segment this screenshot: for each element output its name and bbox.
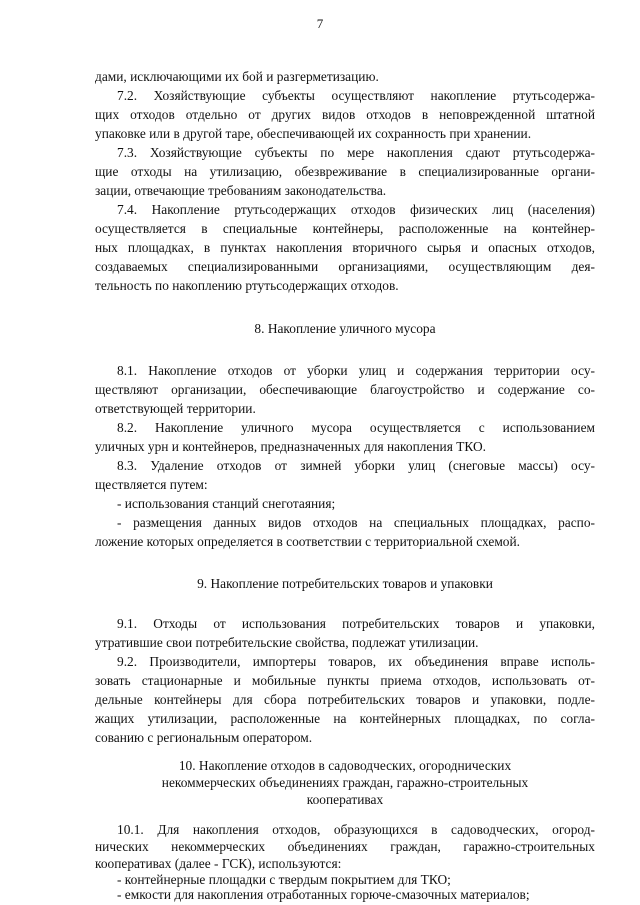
section-heading-10-line-2: некоммерческих объединениях граждан, гаражно-строительных <box>161 775 529 790</box>
section-heading-10: 10. Накопление отходов в садоводческих, огороднических <box>178 758 512 773</box>
list-item: - контейнерные площадки с твердым покрытием для ТКО; <box>117 872 451 887</box>
paragraph-line: уличных урн и контейнеров, предназначенных для накопления ТКО. <box>95 439 487 454</box>
paragraph-line: создаваемых специализированными организациями, осуществляющим дея- <box>95 259 595 274</box>
paragraph-line: ществляют организации, обеспечивающие благоустройство и содержание со- <box>95 382 595 397</box>
paragraph-line: 8.2. Накопление уличного мусора осуществляется с использованием <box>117 420 595 435</box>
paragraph-line: 8.3. Удаление отходов от зимней уборки улиц (снеговые массы) осу- <box>117 458 595 473</box>
paragraph-line: зовать стационарные и мобильные пункты приема отходов, использовать от- <box>95 673 595 688</box>
paragraph-line: жащих утилизации, расположенные на контейнерных площадках, по согла- <box>95 711 595 726</box>
paragraph-line: утратившие свои потребительские свойства, подлежат утилизации. <box>95 635 479 650</box>
paragraph-line: 9.1. Отходы от использования потребительских товаров и упаковки, <box>117 616 595 631</box>
paragraph-line: щие отходы на утилизацию, обезвреживание в специализированные органи- <box>95 164 595 179</box>
list-item: - емкости для накопления отработанных горюче-смазочных материалов; <box>117 887 530 902</box>
paragraph-line: ответствующей территории. <box>95 401 256 416</box>
paragraph-line: щих отходов отдельно от других видов отходов в неповрежденной штатной <box>95 107 595 122</box>
paragraph-line: кооперативах (далее - ГСК), используются: <box>95 856 342 871</box>
paragraph-line: ществляется путем: <box>95 477 208 492</box>
list-item: - использования станций снеготаяния; <box>117 496 336 511</box>
paragraph-line: дами, исключающими их бой и разгерметизацию. <box>95 69 379 84</box>
paragraph-line: ложение которых определяется в соответствии с территориальной схемой. <box>95 534 521 549</box>
paragraph-line: упаковке или в другой таре, обеспечивающей их сохранность при хранении. <box>95 126 532 141</box>
paragraph-line: 9.2. Производители, импортеры товаров, их объединения вправе исполь- <box>117 654 595 669</box>
paragraph-line: тельность по накоплению ртутьсодержащих отходов. <box>95 278 399 293</box>
paragraph-line: нических некоммерческих объединениях граждан, гаражно-строительных <box>95 839 595 854</box>
section-heading-10-line-3: кооперативах <box>306 792 384 807</box>
paragraph-line: 7.4. Накопление ртутьсодержащих отходов физических лиц (населения) <box>117 202 595 217</box>
section-heading-8: 8. Накопление уличного мусора <box>254 321 436 336</box>
paragraph-line: 8.1. Накопление отходов от уборки улиц и содержания территории осу- <box>117 363 595 378</box>
paragraph-line: 7.3. Хозяйствующие субъекты по мере накопления сдают ртутьсодержа- <box>117 145 595 160</box>
paragraph-line: 10.1. Для накопления отходов, образующихся в садоводческих, огород- <box>117 822 595 837</box>
paragraph-line: осуществляется в специальные контейнеры, расположенные на контейнер- <box>95 221 595 236</box>
page-number: 7 <box>316 16 324 31</box>
paragraph-line: зации, отвечающие требованиям законодательства. <box>95 183 387 198</box>
paragraph-line: сованию с региональным оператором. <box>95 730 313 745</box>
paragraph-line: ных площадках, в пунктах накопления вторичного сырья и опасных отходов, <box>95 240 595 255</box>
paragraph-line: дельные контейнеры для сбора потребительских товаров и упаковки, подле- <box>95 692 595 707</box>
section-heading-9: 9. Накопление потребительских товаров и упаковки <box>197 576 493 591</box>
paragraph-line: 7.2. Хозяйствующие субъекты осуществляют накопление ртутьсодержа- <box>117 88 595 103</box>
list-item: - размещения данных видов отходов на специальных площадках, распо- <box>117 515 595 530</box>
